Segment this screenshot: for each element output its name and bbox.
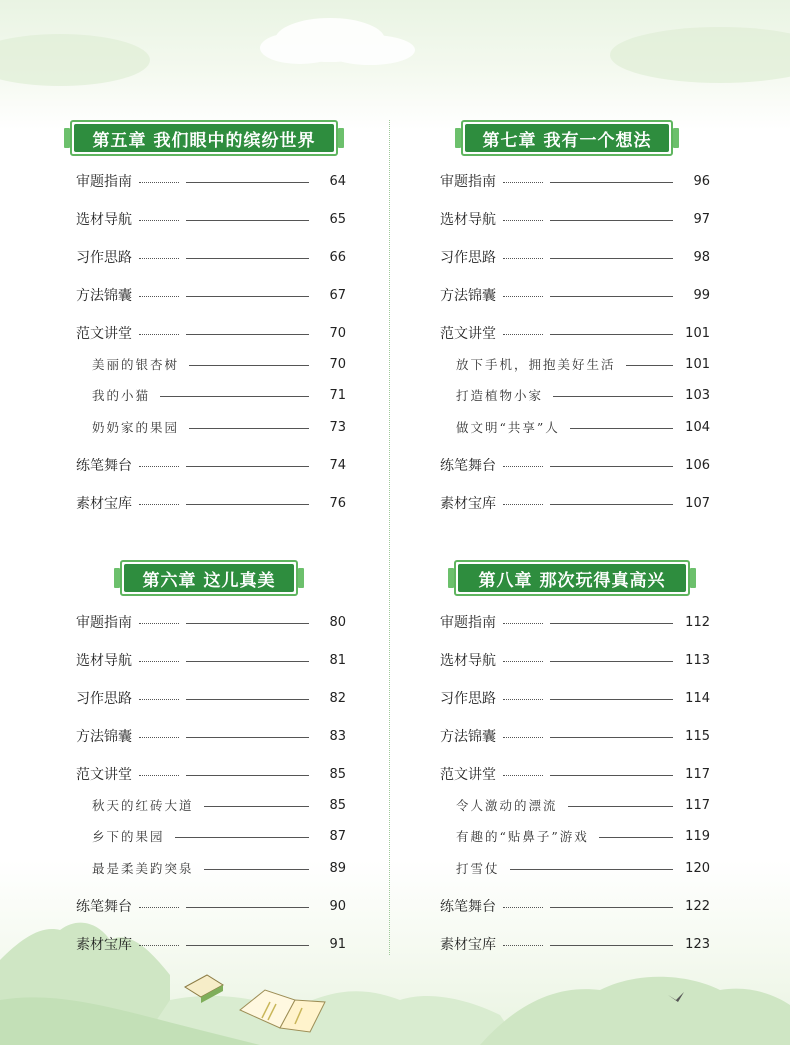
page-number: 66 [329,249,346,265]
toc-entry[interactable] [440,170,710,192]
page-number: 71 [329,387,346,403]
page-number: 82 [329,690,346,706]
entry-label: 范文讲堂 [76,767,132,783]
entry-label: 选材导航 [76,653,132,669]
entry-label: 令人激动的漂流 [456,798,558,813]
page-number: 65 [329,211,346,227]
toc-entry[interactable] [440,611,710,633]
toc-entry[interactable] [76,170,346,192]
page-number: 120 [685,860,710,876]
toc-subentry[interactable] [76,384,346,406]
toc-entry[interactable] [76,492,346,514]
entry-label: 乡下的果园 [92,829,165,844]
toc-entry[interactable] [440,284,710,306]
toc-subentry[interactable] [76,416,346,438]
chapter-title: 第七章 我有一个想法 [465,124,669,152]
page-number: 106 [685,457,710,473]
toc-entry[interactable] [76,933,346,955]
page-number: 97 [693,211,710,227]
entry-label: 秋天的红砖大道 [92,798,194,813]
chapter-title: 第八章 那次玩得真高兴 [458,564,686,592]
entry-label: 素材宝库 [440,937,496,953]
page-number: 117 [685,766,710,782]
page-number: 101 [685,356,710,372]
page-number: 99 [693,287,710,303]
page-number: 87 [329,828,346,844]
page-number: 83 [329,728,346,744]
entry-label: 最是柔美趵突泉 [92,861,194,876]
entry-label: 我的小猫 [92,388,151,403]
page-number: 64 [329,173,346,189]
entry-label: 素材宝库 [76,937,132,953]
toc-subentry[interactable] [440,825,710,847]
column-divider [389,120,390,955]
page-number: 81 [329,652,346,668]
toc-subentry[interactable] [440,384,710,406]
toc-entry[interactable] [440,492,710,514]
entry-label: 审题指南 [440,174,496,190]
page-number: 112 [685,614,710,630]
toc-entry[interactable] [440,725,710,747]
page-number: 114 [685,690,710,706]
page-number: 90 [329,898,346,914]
entry-label: 素材宝库 [76,496,132,512]
page-number: 85 [329,766,346,782]
entry-label: 素材宝库 [440,496,496,512]
toc-entry[interactable] [76,687,346,709]
chapter-title: 第六章 这儿真美 [124,564,294,592]
entry-label: 练笔舞台 [76,458,132,474]
entry-label: 方法锦囊 [440,288,496,304]
page-number: 104 [685,419,710,435]
chapter-title: 第五章 我们眼中的缤纷世界 [74,124,334,152]
entry-label: 范文讲堂 [440,326,496,342]
page-number: 103 [685,387,710,403]
page-number: 101 [685,325,710,341]
entry-label: 习作思路 [440,691,496,707]
entry-label: 习作思路 [440,250,496,266]
toc-subentry[interactable] [76,825,346,847]
entry-label: 美丽的银杏树 [92,357,180,372]
toc-entry[interactable] [76,611,346,633]
entry-label: 审题指南 [76,174,132,190]
entry-label: 有趣的“贴鼻子”游戏 [456,829,589,844]
toc-entry[interactable] [76,649,346,671]
chapter-badge [114,558,304,598]
toc-entry[interactable] [76,895,346,917]
toc-entry[interactable] [76,322,346,344]
toc-entry[interactable] [440,208,710,230]
entry-label: 审题指南 [440,615,496,631]
entry-label: 方法锦囊 [76,729,132,745]
entry-label: 练笔舞台 [440,458,496,474]
cloud-decoration [260,18,415,65]
entry-label: 习作思路 [76,250,132,266]
entry-label: 范文讲堂 [440,767,496,783]
page-number: 96 [693,173,710,189]
entry-label: 习作思路 [76,691,132,707]
toc-entry[interactable] [76,454,346,476]
entry-label: 选材导航 [440,212,496,228]
toc-subentry[interactable] [440,416,710,438]
entry-label: 练笔舞台 [76,899,132,915]
page-number: 115 [685,728,710,744]
entry-label: 范文讲堂 [76,326,132,342]
entry-label: 打造植物小家 [456,388,544,403]
toc-entry[interactable] [76,246,346,268]
page-number: 119 [685,828,710,844]
entry-label: 方法锦囊 [76,288,132,304]
chapter-badge [448,558,696,598]
toc-entry[interactable] [440,895,710,917]
entry-label: 选材导航 [440,653,496,669]
page-number: 80 [329,614,346,630]
toc-entry[interactable] [440,933,710,955]
page-number: 73 [329,419,346,435]
toc-subentry[interactable] [76,794,346,816]
toc-entry[interactable] [76,208,346,230]
page-number: 123 [685,936,710,952]
toc-entry[interactable] [440,687,710,709]
toc-subentry[interactable] [76,353,346,375]
page-number: 107 [685,495,710,511]
page-number: 76 [329,495,346,511]
toc-subentry[interactable] [440,353,710,375]
page-number: 98 [693,249,710,265]
toc-entry[interactable] [440,649,710,671]
entry-label: 做文明“共享”人 [456,420,560,435]
page-number: 85 [329,797,346,813]
chapter-badge [455,118,679,158]
toc-subentry[interactable] [440,857,710,879]
page-number: 74 [329,457,346,473]
page-number: 113 [685,652,710,668]
entry-label: 打雪仗 [456,861,500,876]
entry-label: 奶奶家的果园 [92,420,180,435]
page-number: 91 [329,936,346,952]
toc-subentry[interactable] [440,794,710,816]
entry-label: 放下手机，拥抱美好生活 [456,357,616,372]
chapter-badge [64,118,344,158]
page-number: 67 [329,287,346,303]
page-number: 117 [685,797,710,813]
toc-entry[interactable] [440,322,710,344]
page-number: 89 [329,860,346,876]
toc-entry[interactable] [76,725,346,747]
entry-label: 练笔舞台 [440,899,496,915]
toc-entry[interactable] [440,763,710,785]
toc-entry[interactable] [76,763,346,785]
toc-entry[interactable] [440,246,710,268]
page-number: 70 [329,325,346,341]
toc-entry[interactable] [440,454,710,476]
entry-label: 审题指南 [76,615,132,631]
page-number: 70 [329,356,346,372]
page-number: 122 [685,898,710,914]
toc-subentry[interactable] [76,857,346,879]
entry-label: 选材导航 [76,212,132,228]
toc-entry[interactable] [76,284,346,306]
entry-label: 方法锦囊 [440,729,496,745]
